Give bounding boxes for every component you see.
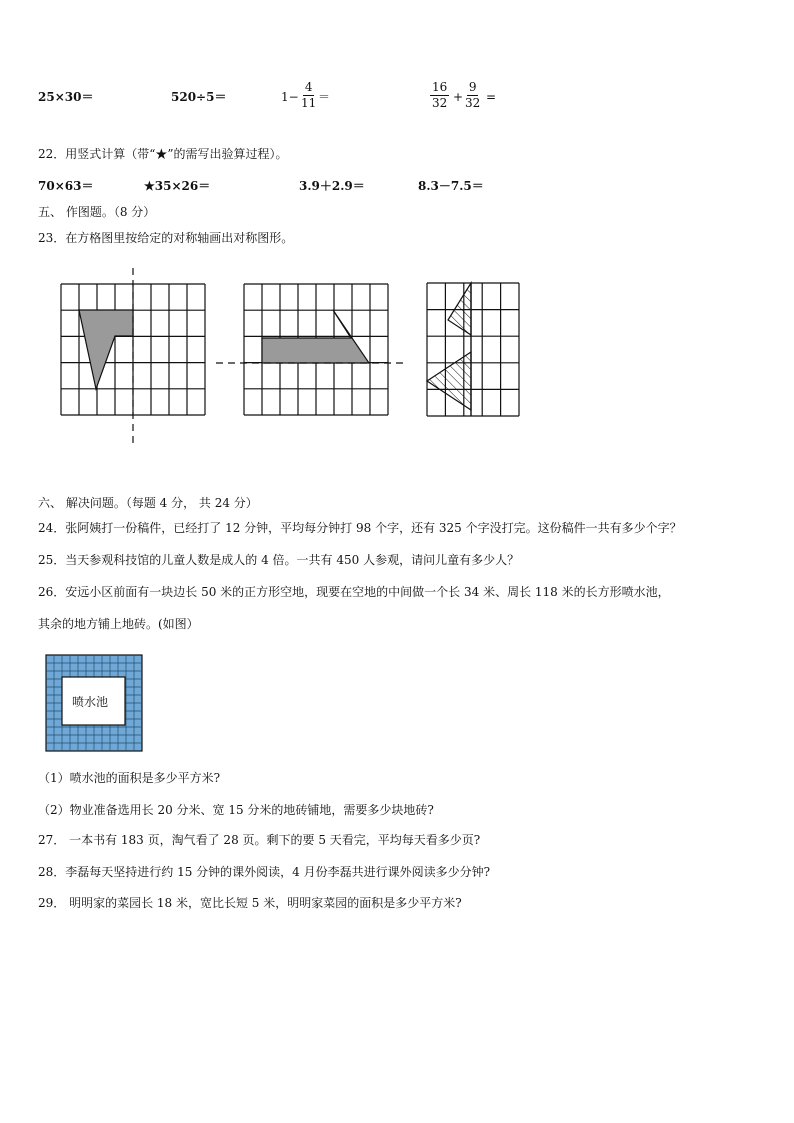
shaded-shape bbox=[79, 310, 133, 389]
q22-item-2: ★35×26＝ bbox=[144, 179, 211, 193]
q26-sub1: （1）喷水池的面积是多少平方米? bbox=[38, 771, 221, 785]
section-5-title: 五、 作图题。（8 分） bbox=[38, 205, 156, 219]
q22-item-1: 70×63＝ bbox=[38, 179, 94, 193]
q22-item-4: 8.3－7.5＝ bbox=[418, 179, 484, 193]
grid-lines bbox=[427, 283, 519, 416]
q28-text: 28．李磊每天坚持进行约 15 分钟的课外阅读，4 月份李磊共进行课外阅读多少分钟? bbox=[38, 865, 491, 879]
pool-label: 喷水池 bbox=[72, 695, 109, 709]
calc-plus: + bbox=[453, 90, 464, 104]
calc-one-minus: 1− bbox=[281, 90, 299, 104]
q26-text-line2: 其余的地方铺上地砖。(如图） bbox=[38, 617, 199, 631]
calc-equals: ＝ bbox=[318, 90, 331, 104]
q23-title: 23．在方格图里按给定的对称轴画出对称图形。 bbox=[38, 231, 294, 245]
fraction-numerator: 4 bbox=[304, 80, 313, 94]
q29-text: 29． 明明家的菜园长 18 米，宽比长短 5 米，明明家菜园的面积是多少平方米? bbox=[38, 896, 462, 910]
q27-text: 27． 一本书有 183 页，淘气看了 28 页。剩下的要 5 天看完，平均每天看多少页? bbox=[38, 833, 481, 847]
q25-text: 25．当天参观科技馆的儿童人数是成人的 4 倍。一共有 450 人参观，请问儿童有多少人？ bbox=[38, 553, 520, 567]
fraction-4-11 bbox=[299, 80, 318, 111]
symmetry-grid-3 bbox=[424, 280, 524, 420]
q22-title: 22．用竖式计算（带“★”的需写出验算过程）。 bbox=[38, 147, 288, 161]
fraction-numerator: 16 bbox=[432, 80, 448, 94]
calc-520div5: 520÷5＝ bbox=[171, 90, 227, 104]
calc-equals: = bbox=[486, 90, 497, 104]
fraction-numerator: 9 bbox=[468, 80, 477, 94]
fraction-9-32 bbox=[463, 80, 482, 111]
hatched-triangle-bottom bbox=[427, 352, 471, 410]
fraction-denominator: 11 bbox=[301, 96, 317, 110]
q26-text-line1: 26．安远小区前面有一块边长 50 米的正方形空地，现要在空地的中间做一个长 34 米、周长 118 米的长方形喷水池， bbox=[38, 585, 670, 599]
q26-sub2: （2）物业准备选用长 20 分米、宽 15 分米的地砖铺地，需要多少块地砖? bbox=[38, 803, 434, 817]
symmetry-grid-1 bbox=[56, 280, 236, 455]
grid-lines bbox=[61, 284, 205, 415]
section-6-title: 六、 解决问题。（每题 4 分， 共 24 分） bbox=[38, 496, 258, 510]
calc-25x30: 25×30＝ bbox=[38, 90, 94, 104]
fraction-denominator: 32 bbox=[465, 96, 481, 110]
symmetry-grid-2 bbox=[216, 280, 406, 420]
q22-item-3: 3.9＋2.9＝ bbox=[299, 179, 365, 193]
q24-text: 24．张阿姨打一份稿件，已经打了 12 分钟，平均每分钟打 98 个字，还有 325 个字没打完。这份稿件一共有多少个字？ bbox=[38, 521, 682, 535]
fraction-16-32 bbox=[430, 80, 449, 111]
fraction-denominator: 32 bbox=[432, 96, 448, 110]
